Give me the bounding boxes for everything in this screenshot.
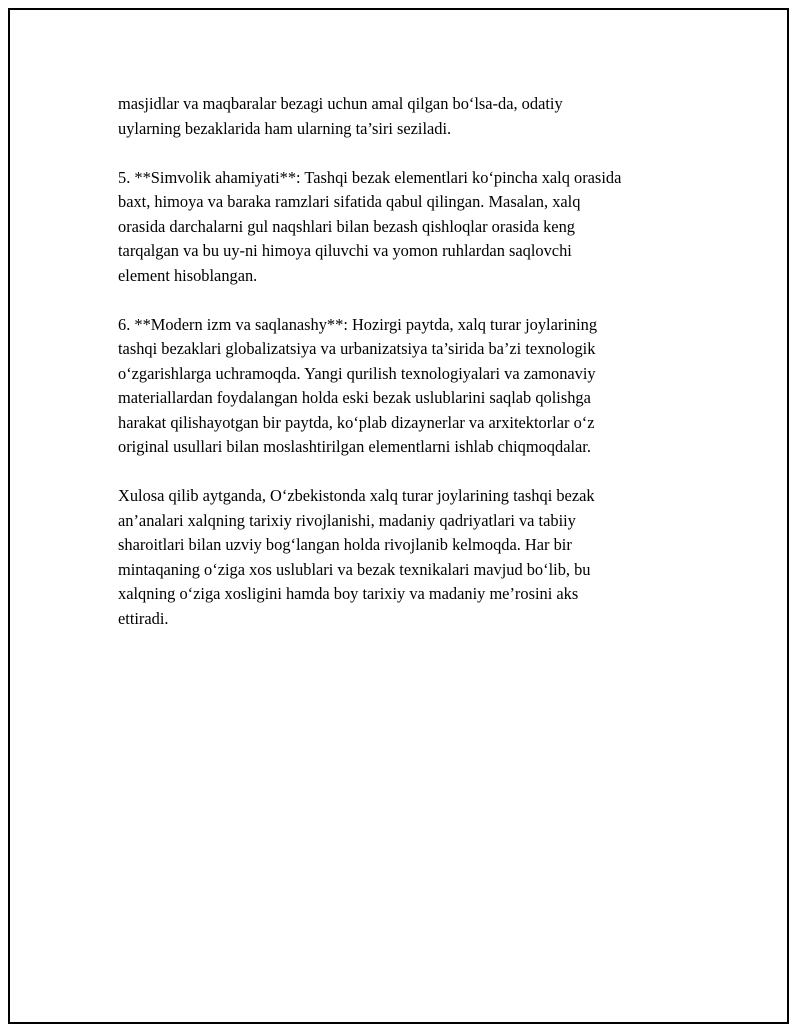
paragraph-continuation — [118, 92, 693, 141]
text-line: 5. **Simvolik ahamiyati**: Tashqi bezak elementlari ko‘pincha xalq orasida — [118, 167, 622, 187]
text-line: sharoitlari bilan uzviy bog‘langan holda rivojlanib kelmoqda. Har bir — [118, 535, 572, 554]
text-line: 6. **Modern izm va saqlanashy**: Hozirgi paytda, xalq turar joylarining — [118, 314, 598, 334]
paragraph-simvolik-ahamiyati — [118, 166, 693, 289]
text-line: mintaqaning o‘ziga xos uslublari va bezak texnikalari mavjud bo‘lib, bu — [118, 559, 591, 579]
text-line: an’analari xalqning tarixiy rivojlanishi, madaniy qadriyatlari va tabiiy — [118, 510, 576, 530]
text-line: tarqalgan va bu uy-ni himoya qiluvchi va yomon ruhlardan saqlovchi — [118, 241, 572, 260]
text-line: harakat qilishayotgan bir paytda, ko‘plab dizaynerlar va arxitektorlar o‘z — [118, 412, 595, 432]
text-line: element hisoblangan. — [118, 265, 258, 285]
text-line: tashqi bezaklari globalizatsiya va urbanizatsiya ta’sirida ba’zi texnologik — [118, 339, 596, 358]
text-line: masjidlar va maqbaralar bezagi uchun amal qilgan bo‘lsa-da, odatiy — [118, 94, 563, 113]
text-line: materiallardan foydalangan holda eski bezak uslublarini saqlab qolishga — [118, 388, 591, 407]
document-body — [118, 92, 693, 656]
text-line: baxt, himoya va baraka ramzlari sifatida qabul qilingan. Masalan, xalq — [118, 192, 581, 211]
text-line: ettiradi. — [118, 608, 169, 628]
text-line: Xulosa qilib aytganda, O‘zbekistonda xalq turar joylarining tashqi bezak — [118, 486, 595, 505]
paragraph-modern-izm — [118, 313, 693, 460]
text-line: o‘zgarishlarga uchramoqda. Yangi qurilish texnologiyalari va zamonaviy — [118, 363, 596, 383]
text-line: orasida darchalarni gul naqshlari bilan bezash qishloqlar orasida keng — [118, 216, 575, 236]
paragraph-xulosa — [118, 484, 693, 631]
text-line: xalqning o‘ziga xosligini hamda boy tarixiy va madaniy me’rosini aks — [118, 584, 579, 603]
text-line: original usullari bilan moslashtirilgan elementlarni ishlab chiqmoqdalar. — [118, 437, 591, 456]
text-line: uylarning bezaklarida ham ularning ta’siri seziladi. — [118, 118, 452, 138]
